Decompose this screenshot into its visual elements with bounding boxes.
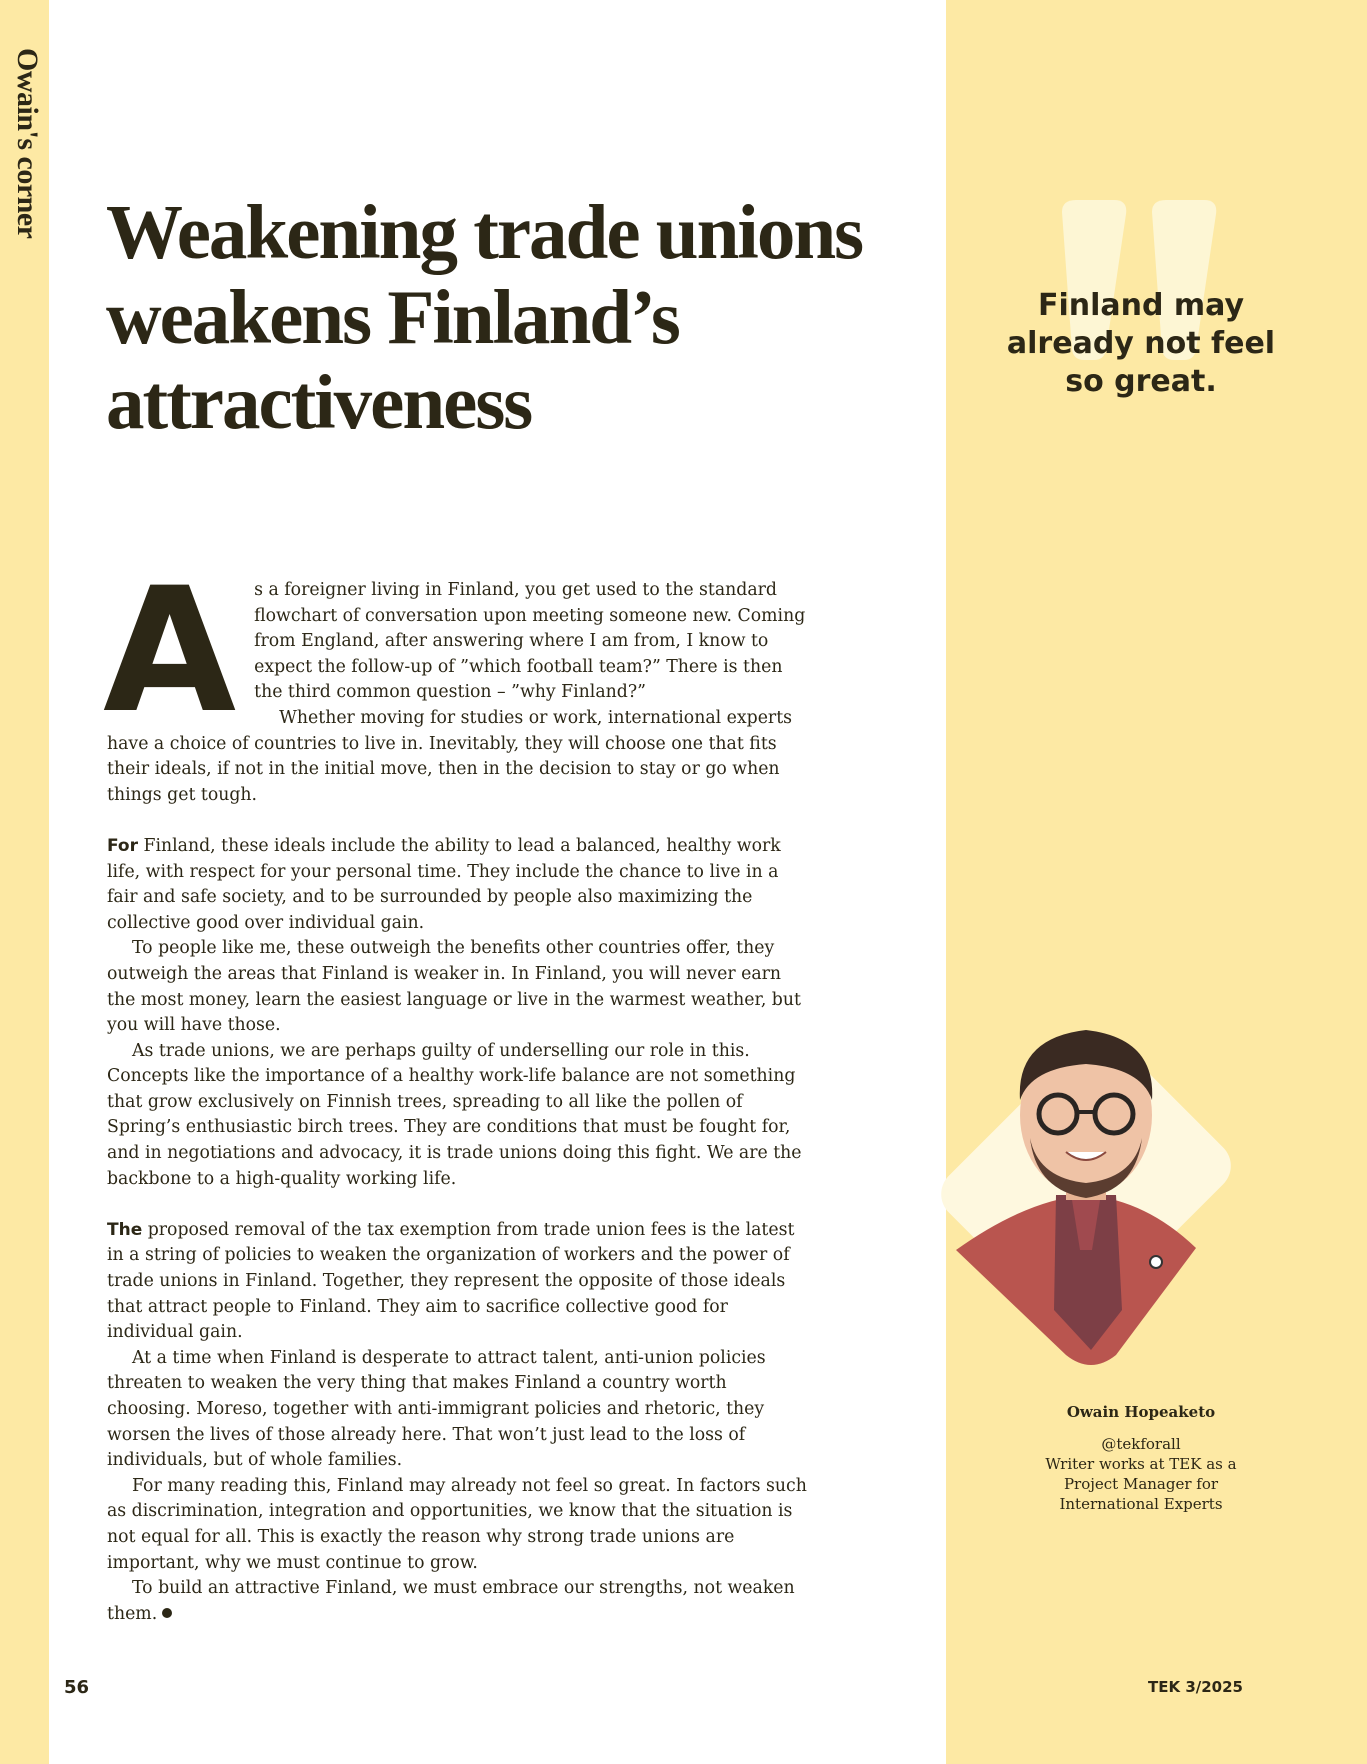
article-paragraph: At a time when Finland is desperate to attract talent, anti-union policies threaten to weaken the very thing that makes Finland a country worth choosing. Moreso, together with anti-immigrant policies and rhetoric, they worsen the lives of those already here. That won’t just lead to the loss of individuals, but of whole families.: [107, 1347, 766, 1471]
author-bio: [986, 1434, 1296, 1514]
author-bio-line: International Experts: [1059, 1495, 1223, 1513]
article-paragraph: As trade unions, we are perhaps guilty of underselling our role in this. Concepts like the importance of a healthy work-life balance are not something that grow exclusively on Finnish trees, spreading to all like the pollen of Spring’s enthusiastic birch trees. They are conditions that must be fought for, and in negotiations and advocacy, it is trade unions doing this fight. We are the backbone to a high-quality working life.: [107, 1040, 802, 1189]
pull-quote: Finland may already not feel so great.: [1006, 288, 1276, 399]
article-paragraph: For many reading this, Finland may already not feel so great. In factors such as discrimination, integration and opportunities, we know that the situation is not equal for all. This is exactly the reason why strong trade unions are important, why we must continue to grow.: [107, 1475, 807, 1573]
paragraph-text: To build an attractive Finland, we must embrace our strengths, not weaken them.: [107, 1578, 795, 1624]
author-name: Owain Hopeaketo: [1066, 1403, 1216, 1421]
author-bio-line: Writer works at TEK as a: [1045, 1455, 1237, 1473]
article-paragraph: s a foreigner living in Finland, you get used to the standard flowchart of conversation upon meeting someone new. Coming from England, after answering where I am from, I know to expect the follow-up of ”which football team?” There is then the third common question – ”why Finland?”: [254, 580, 806, 703]
article-paragraph: To people like me, these outweigh the benefits other countries offer, they outweigh the areas that Finland is weaker in. In Finland, you will never earn the most money, learn the easiest language or live in the warmest weather, but you will have those.: [107, 938, 801, 1036]
author-handle: @tekforall: [1101, 1435, 1181, 1453]
author-portrait: [886, 980, 1246, 1380]
article-paragraph: Whether moving for studies or work, international experts have a choice of countries to live in. Inevitably, they will choose one that fits their ideals, if not in the initial move, then in the decision to stay or go when things get tough.: [107, 707, 793, 805]
issue-label: TEK 3/2025: [1148, 1678, 1243, 1696]
section-label: Owain's corner: [11, 48, 44, 239]
article-paragraph: [107, 834, 807, 936]
article-headline: Weakening trade unions weakens Finland’s attractiveness: [106, 189, 863, 445]
end-mark-icon: [162, 1608, 172, 1618]
paragraph-text: Finland, these ideals include the ability to lead a balanced, healthy work life, with respect for your personal time. They include the chance to live in a fair and safe society, and to be surrounded by people also maximizing the collective good over individual gain.: [107, 835, 781, 933]
article-paragraph: [107, 1576, 807, 1627]
section-lead-in: The: [107, 1219, 143, 1240]
article-paragraph: [107, 1218, 807, 1346]
article-body: [103, 550, 807, 1627]
page-number: 56: [64, 1677, 90, 1698]
author-bio-line: Project Manager for: [1063, 1475, 1219, 1493]
section-lead-in: For: [107, 835, 138, 856]
paragraph-text: proposed removal of the tax exemption from trade union fees is the latest in a string of policies to weaken the organization of workers and the power of trade unions in Finland. Together, they represent the opposite of those ideals that attract people to Finland. They aim to sacrifice collective good for individual gain.: [107, 1219, 795, 1343]
drop-cap: A: [103, 550, 237, 751]
